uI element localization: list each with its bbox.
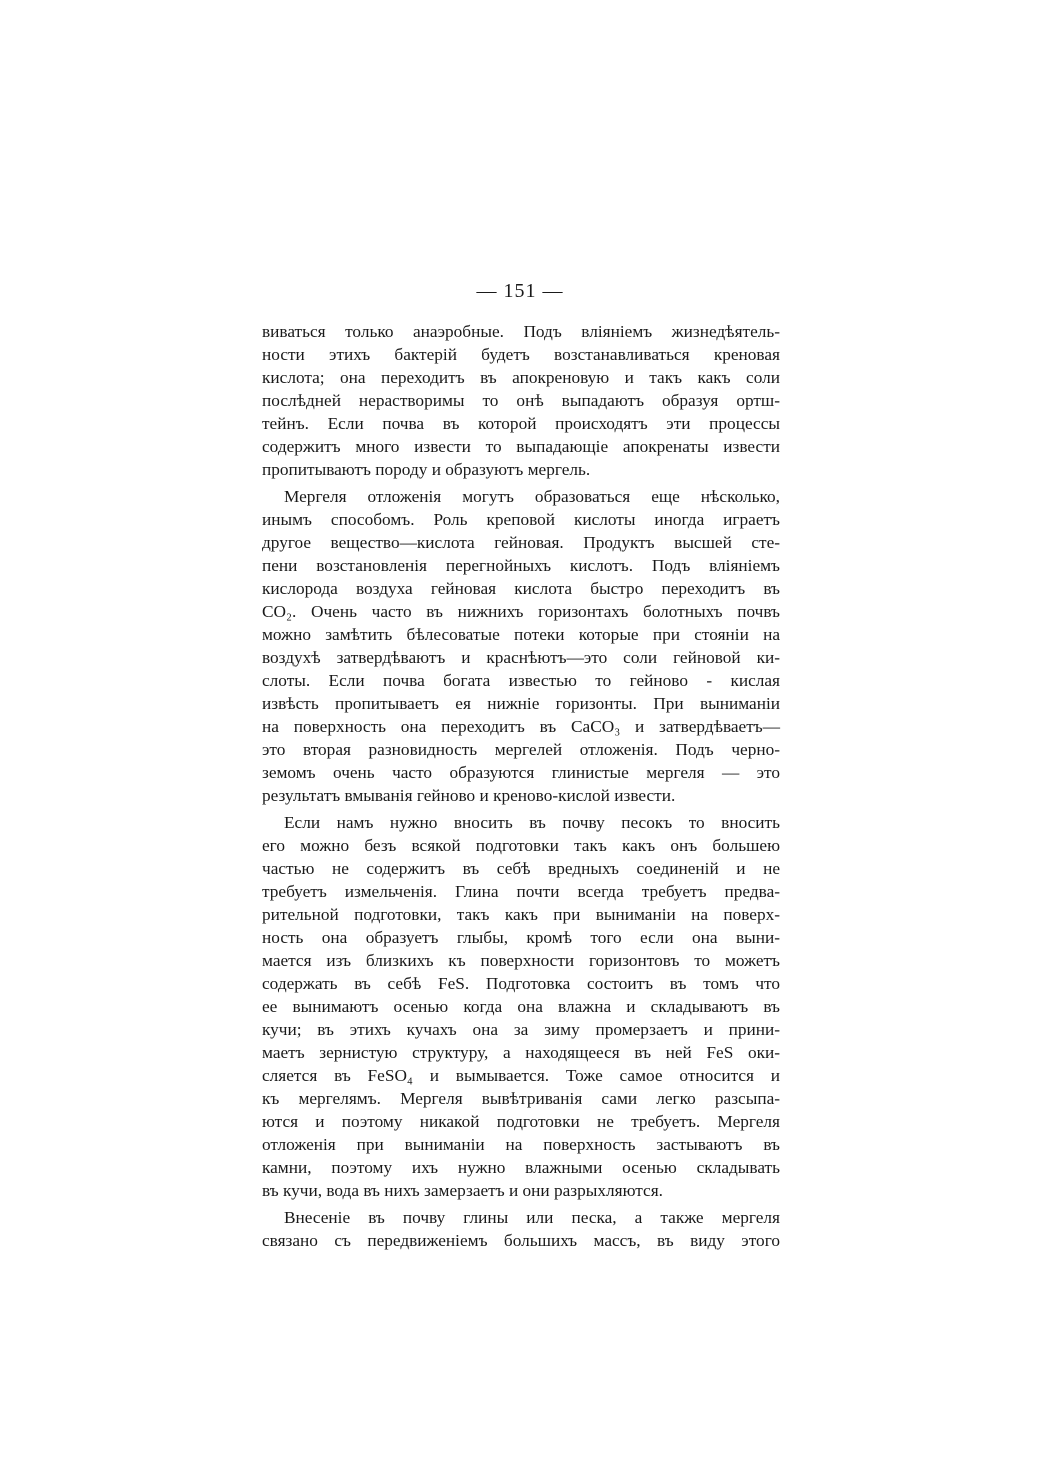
- text-line: ются и поэтому никакой подготовки не требуетъ. Мергеля: [262, 1112, 780, 1131]
- text-line: можно замѣтить бѣлесоватые потеки которые при стояніи на: [262, 625, 780, 644]
- text-line: содержитъ много извести то выпадающіе апокренаты извести: [262, 437, 780, 456]
- text-line: CO₂. Очень часто въ нижнихъ горизонтахъ болотныхъ почвъ: [262, 602, 780, 621]
- text-line: связано съ передвиженіемъ большихъ массъ, въ виду этого: [262, 1231, 780, 1250]
- text-line: слоты. Если почва богата известью то гейново - кислая: [262, 671, 780, 690]
- text-line: другое вещество—кислота гейновая. Продуктъ высшей сте-: [262, 533, 780, 552]
- text-line: отложенія при выниманіи на поверхность застываютъ въ: [262, 1135, 780, 1154]
- text-line: воздухѣ затвердѣваютъ и краснѣютъ—это соли гейновой ки-: [262, 648, 780, 667]
- text-line: Внесеніе въ почву глины или песка, а также мергеля: [284, 1208, 780, 1227]
- text-line: требуетъ измельченія. Глина почти всегда требуетъ предва-: [262, 882, 780, 901]
- text-line: его можно безъ всякой подготовки такъ какъ онъ большею: [262, 836, 780, 855]
- text-line: земомъ очень часто образуются глинистые мергеля — это: [262, 763, 780, 782]
- text-line: частью не содержитъ въ себѣ вредныхъ соединеній и не: [262, 859, 780, 878]
- text-line: кислота; она переходитъ въ апокреновую и такъ какъ соли: [262, 368, 780, 387]
- text-line: виваться только анаэробные. Подъ вліяніемъ жизнедѣятель-: [262, 322, 780, 341]
- text-line: содержать въ себѣ FeS. Подготовка состоитъ въ томъ что: [262, 974, 780, 993]
- text-line: рительной подготовки, такъ какъ при выниманіи на поверх-: [262, 905, 780, 924]
- text-line: инымъ способомъ. Роль креповой кислоты иногда играетъ: [262, 510, 780, 529]
- text-line: Если намъ нужно вносить въ почву песокъ то вносить: [284, 813, 780, 832]
- text-line: на поверхность она переходитъ въ CaCO₃ и затвердѣваетъ—: [262, 717, 780, 736]
- text-line: маетъ зернистую структуру, а находящееся въ ней FeS оки-: [262, 1043, 780, 1062]
- text-line: тейнъ. Если почва въ которой происходятъ эти процессы: [262, 414, 780, 433]
- text-line: камни, поэтому ихъ нужно влажными осенью складывать: [262, 1158, 780, 1177]
- paragraph-1: [262, 320, 780, 481]
- paragraph-2: [262, 485, 780, 807]
- text-line: пропитываютъ породу и образуютъ мергель.: [262, 460, 591, 479]
- text-line: это вторая разновидность мергелей отложенія. Подъ черно-: [262, 740, 780, 759]
- text-line: ее вынимаютъ осенью когда она влажна и складываютъ въ: [262, 997, 780, 1016]
- text-line: ности этихъ бактерій будетъ возстанавливаться креновая: [262, 345, 780, 364]
- text-line: ность она образуетъ глыбы, кромѣ того если она выни-: [262, 928, 780, 947]
- text-line: результатъ вмыванія гейново и креново-кислой извести.: [262, 786, 676, 805]
- text-line: кислорода воздуха гейновая кислота быстро переходитъ въ: [262, 579, 780, 598]
- text-line: извѣсть пропитываетъ ея нижніе горизонты. При выниманіи: [262, 694, 780, 713]
- page-body: [262, 320, 780, 1252]
- text-line: послѣдней нерастворимы то онѣ выпадаютъ образуя ортш-: [262, 391, 780, 410]
- text-line: сляется въ FeSO₄ и вымывается. Тоже самое относится и: [262, 1066, 780, 1085]
- paragraph-3: [262, 811, 780, 1202]
- text-line: пени возстановленія перегнойныхъ кислотъ. Подъ вліяніемъ: [262, 556, 780, 575]
- text-line: Мергеля отложенія могутъ образоваться еще нѣсколько,: [284, 487, 780, 506]
- page-number: — 151 —: [476, 280, 564, 302]
- text-line: кучи; въ этихъ кучахъ она за зиму промерзаетъ и прини-: [262, 1020, 780, 1039]
- text-line: къ мергелямъ. Мергеля вывѣтриванія сами легко разсыпа-: [262, 1089, 780, 1108]
- paragraph-4: [262, 1206, 780, 1252]
- text-line: въ кучи, вода въ нихъ замерзаетъ и они разрыхляются.: [262, 1181, 663, 1200]
- text-line: мается изъ близкихъ къ поверхности горизонтовъ то можетъ: [262, 951, 780, 970]
